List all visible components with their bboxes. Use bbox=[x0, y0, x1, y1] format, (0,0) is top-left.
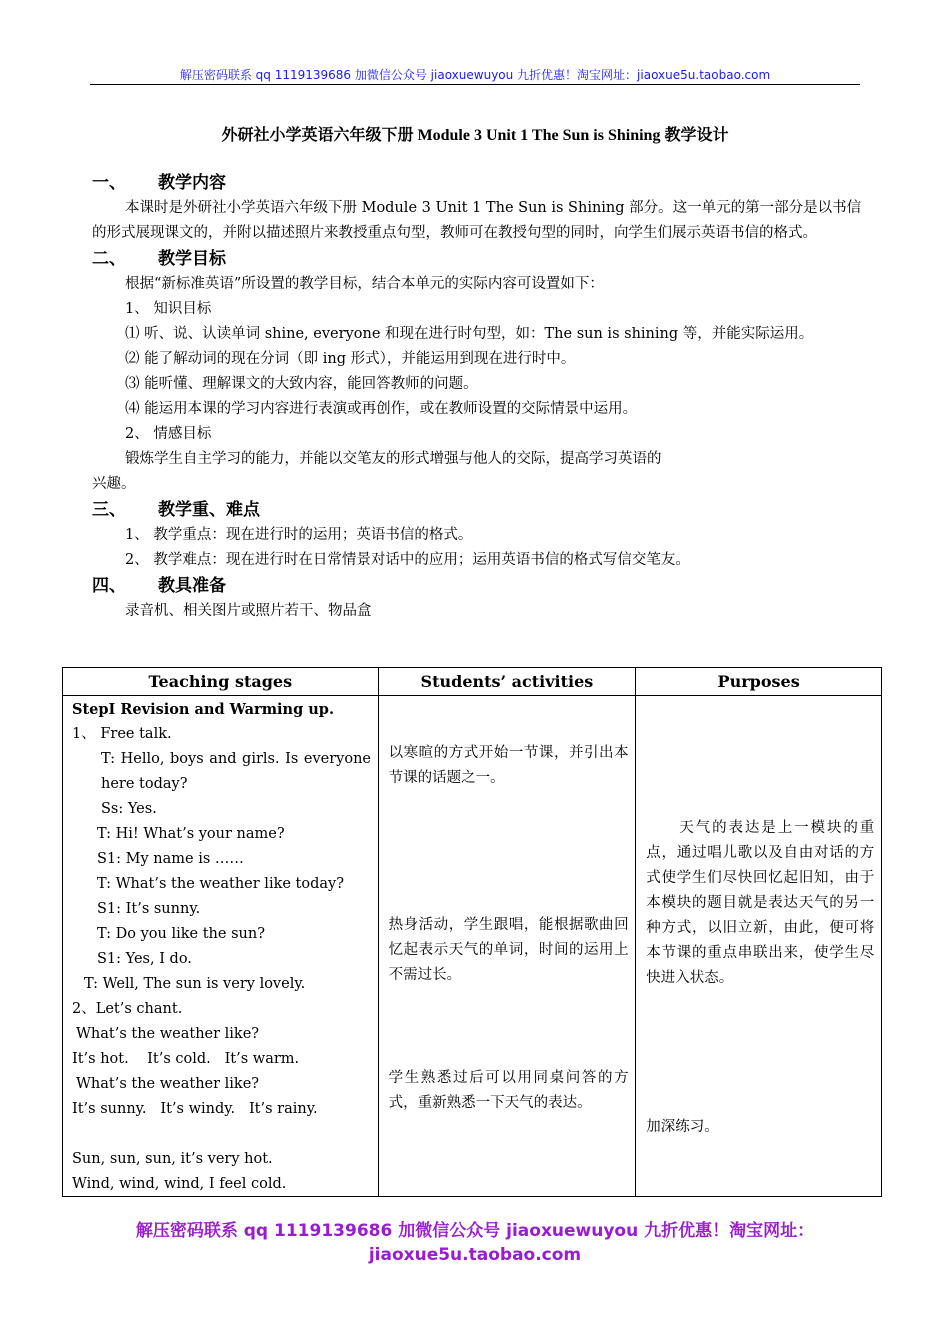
section-title: 教学重、难点 bbox=[158, 500, 260, 520]
knowledge-item: ⑶ 能听懂、理解课文的大致内容，能回答教师的问题。 bbox=[125, 376, 478, 392]
dialogue-line: S1: My name is …… bbox=[97, 851, 244, 867]
dialogue-line: T: Do you like the sun? bbox=[97, 926, 265, 942]
chant-line: Wind, wind, wind, I feel cold. bbox=[72, 1176, 287, 1192]
footer-line: 解压密码联系 qq 1119139686 加微信公众号 jiaoxuewuyou 九折优惠！淘宝网址： bbox=[135, 1221, 815, 1241]
emotion-text-cont: 兴趣。 bbox=[92, 476, 136, 492]
section-number: 二、 bbox=[92, 249, 126, 269]
column-header-stages: Teaching stages bbox=[63, 668, 379, 696]
knowledge-title: 1、 知识目标 bbox=[125, 301, 212, 317]
header-divider bbox=[90, 84, 860, 85]
dialogue-line: S1: It’s sunny. bbox=[97, 901, 201, 917]
activity-text: 学生熟悉过后可以用同桌问答的方式，重新熟悉一下天气的表达。 bbox=[388, 1070, 629, 1111]
objectives-intro: 根据“新标准英语”所设置的教学目标，结合本单元的实际内容可设置如下： bbox=[125, 276, 604, 292]
emotion-title: 2、 情感目标 bbox=[125, 426, 212, 442]
emotion-text: 锻炼学生自主学习的能力，并能以交笔友的形式增强与他人的交际，提高学习英语的 bbox=[125, 451, 662, 467]
purposes-cell bbox=[636, 696, 882, 1197]
knowledge-item: ⑷ 能运用本课的学习内容进行表演或再创作，或在教师设置的交际情景中运用。 bbox=[125, 401, 638, 417]
dialogue-line: T: Hi! What’s your name? bbox=[97, 826, 285, 842]
purpose-text: 天气的表达是上一模块的重点，通过唱儿歌以及自由对话的方式使学生们尽快回忆起旧知，由于本模块的题目就是表达天气的另一种方式，以旧立新，由此，便可将本节课的重点串联出来，使学生尽快进入状态。 bbox=[646, 820, 875, 986]
chant-line: What’s the weather like? bbox=[76, 1076, 260, 1092]
section-title: 教学目标 bbox=[158, 249, 226, 269]
activities-cell bbox=[378, 696, 636, 1197]
column-header-purposes: Purposes bbox=[636, 668, 882, 696]
page-header: 解压密码联系 qq 1119139686 加微信公众号 jiaoxuewuyou 九折优惠！淘宝网址：jiaoxue5u.taobao.com bbox=[179, 68, 771, 82]
section-number: 四、 bbox=[92, 576, 126, 596]
activity-text: 热身活动，学生跟唱，能根据歌曲回忆起表示天气的单词，时间的运用上不需过长。 bbox=[388, 917, 629, 983]
purpose-text: 加深练习。 bbox=[646, 1119, 719, 1135]
dialogue-line: T: Well, The sun is very lovely. bbox=[84, 976, 306, 992]
section-title: 教具准备 bbox=[158, 576, 226, 596]
section-heading-objectives bbox=[92, 247, 862, 272]
dialogue-line: T: What’s the weather like today? bbox=[97, 876, 345, 892]
section-heading-materials bbox=[92, 574, 862, 599]
content-paragraph: 本课时是外研社小学英语六年级下册 Module 3 Unit 1 The Sun is Shining 部分。这一单元的第一部分是以书信的形式展现课文的，并附以描述照片来教授重点句型，教师可在教授句型的同时，向学生们展示英语书信的格式。 bbox=[92, 200, 862, 241]
knowledge-item: ⑴ 听、说、认读单词 shine, everyone 和现在进行时句型，如：The sun is shining 等，并能实际运用。 bbox=[125, 326, 814, 342]
chant-line: What’s the weather like? bbox=[76, 1026, 260, 1042]
chant-label: 2、Let’s chant. bbox=[72, 1001, 183, 1017]
knowledge-item: ⑵ 能了解动词的现在分词（即 ing 形式），并能运用到现在进行时中。 bbox=[125, 351, 576, 367]
footer-line: jiaoxue5u.taobao.com bbox=[368, 1245, 582, 1265]
chant-line: It’s sunny. It’s windy. It’s rainy. bbox=[72, 1101, 318, 1117]
document-body bbox=[92, 170, 862, 624]
dialogue-line: Ss: Yes. bbox=[101, 801, 157, 817]
lesson-plan-table bbox=[62, 667, 882, 1197]
chant-line: Sun, sun, sun, it’s very hot. bbox=[72, 1151, 273, 1167]
step-heading: StepⅠ Revision and Warming up. bbox=[72, 701, 334, 718]
chant-line: It’s hot. It’s cold. It’s warm. bbox=[72, 1051, 300, 1067]
column-header-activities: Students’ activities bbox=[378, 668, 636, 696]
page-footer bbox=[60, 1219, 890, 1267]
section-number: 一、 bbox=[92, 173, 126, 193]
section-heading-content bbox=[92, 171, 862, 196]
section-heading-keypoints bbox=[92, 498, 862, 523]
keypoint-item: 1、 教学重点：现在进行时的运用；英语书信的格式。 bbox=[125, 527, 473, 543]
dialogue-line: S1: Yes, I do. bbox=[97, 951, 192, 967]
free-talk-label: 1、 Free talk. bbox=[72, 726, 172, 742]
activity-text: 以寒暄的方式开始一节课，并引出本节课的话题之一。 bbox=[388, 745, 629, 786]
stages-cell bbox=[63, 696, 379, 1197]
materials-text: 录音机、相关图片或照片若干、物品盒 bbox=[125, 603, 372, 619]
difficulty-item: 2、 教学难点：现在进行时在日常情景对话中的应用；运用英语书信的格式写信交笔友。 bbox=[125, 552, 690, 568]
section-number: 三、 bbox=[92, 500, 126, 520]
document-title: 外研社小学英语六年级下册 Module 3 Unit 1 The Sun is Shining 教学设计 bbox=[221, 127, 729, 144]
section-title: 教学内容 bbox=[158, 173, 226, 193]
dialogue-line: T: Hello, boys and girls. Is everyone here today? bbox=[101, 751, 371, 792]
